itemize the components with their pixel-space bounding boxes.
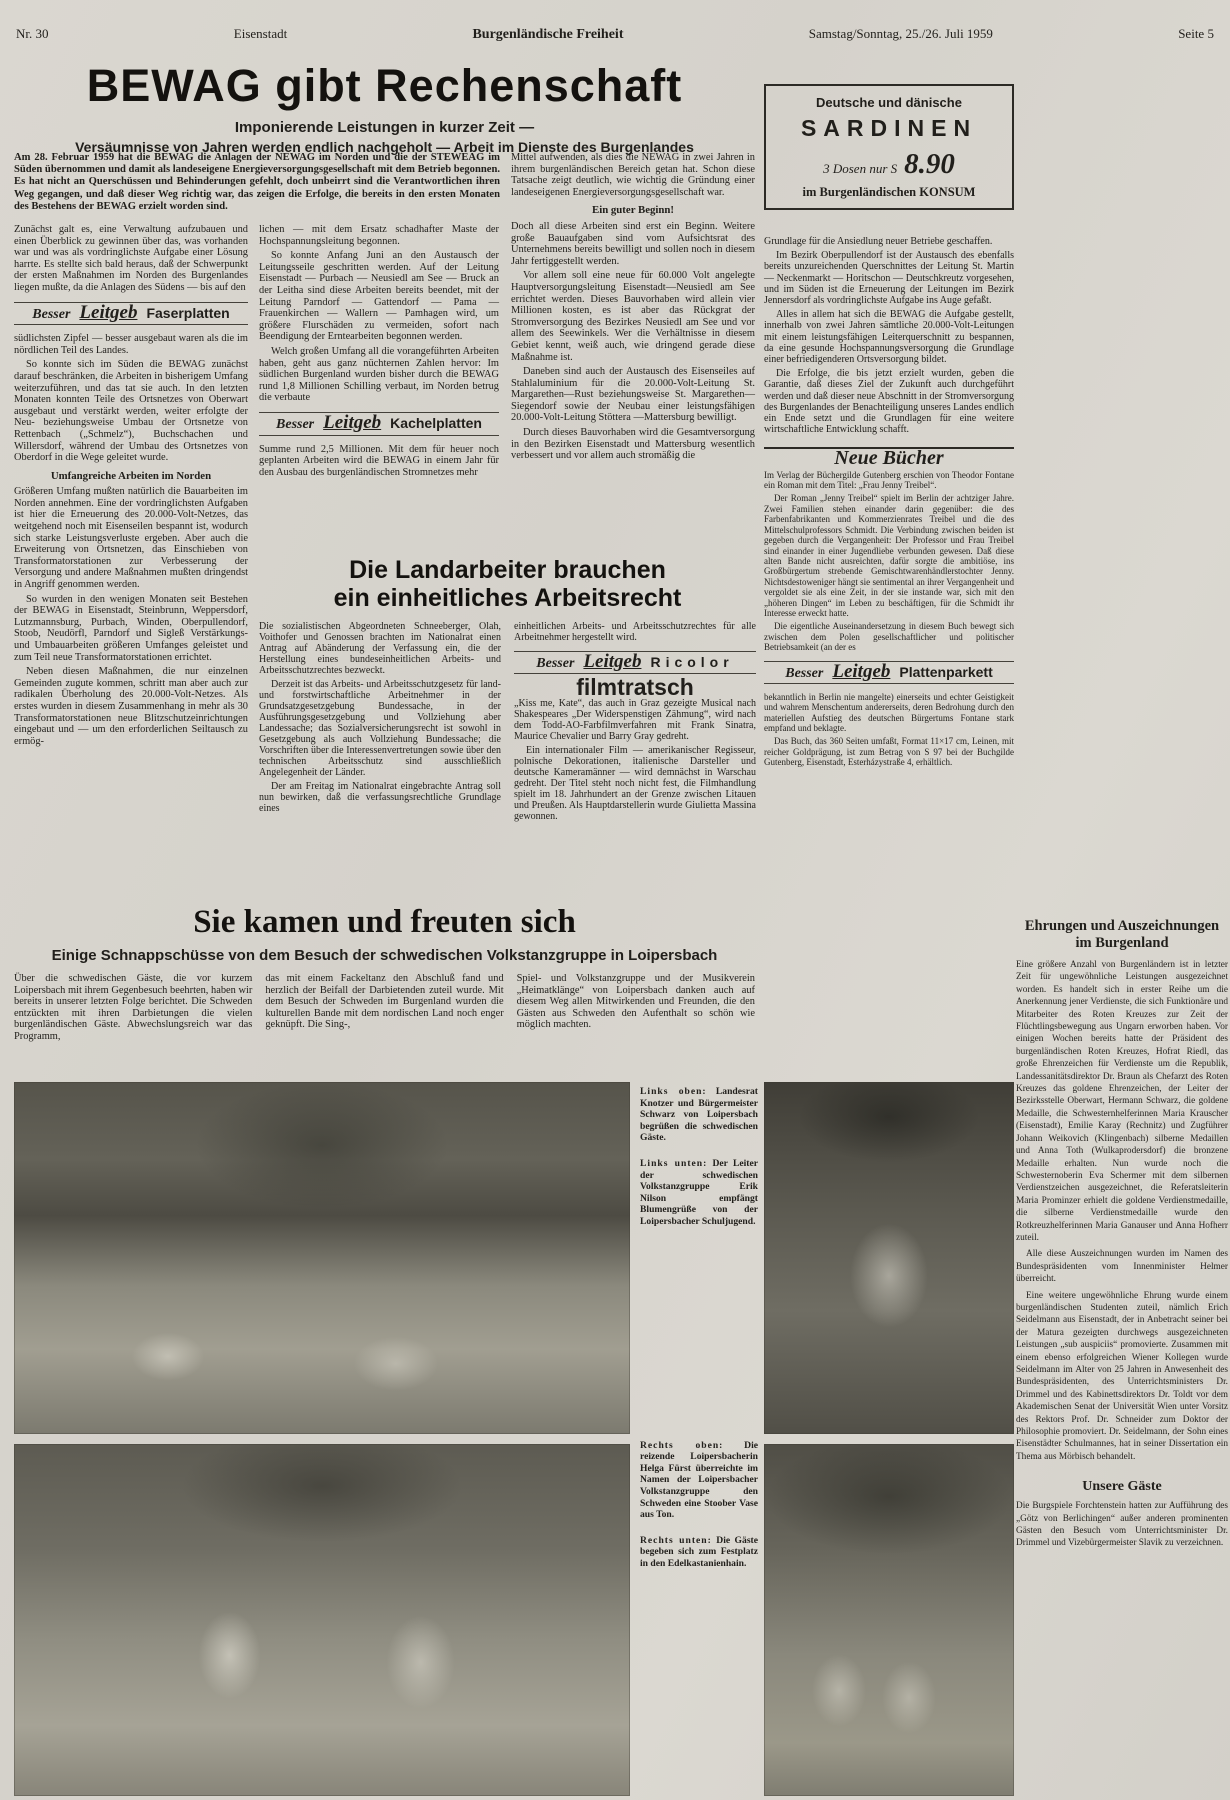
body-paragraph: So konnte sich im Süden die BEWAG zunächst darauf beschränken, die Arbeiten in bisherigem Umfang weiterzuführen, und das tat sie auch. In den letzten Monaten konnten Teile des Ortsnetzes von Oberwart ausgebaut und verstärkt werden, weiter erfolgte der Neu- beziehungsweise Umbau der Ortsnetze von Rettenbach („Schmelz“), Buchschachen und Willersdorf, während der Umbau des Ortsnetzes von Oberdorf in die Wege geleitet wurde. bbox=[14, 359, 248, 464]
ad-line: Deutsche und dänische bbox=[816, 95, 962, 110]
body-paragraph: Der am Freitag im Nationalrat eingebrachte Antrag soll nun bewirken, daß die verfassungsrechtliche Grundlage eines bbox=[259, 781, 501, 814]
leitgeb-plattenparkett-ad bbox=[764, 661, 1014, 684]
leitgeb-faserplatten-ad bbox=[14, 302, 248, 326]
ehrungen-section bbox=[1016, 918, 1228, 1554]
masthead-city: Eisenstadt bbox=[233, 26, 288, 41]
landarbeiter-column-b bbox=[514, 621, 756, 825]
caption-label: Rechts unten: bbox=[640, 1534, 712, 1546]
body-paragraph: Zunächst galt es, eine Verwaltung aufzubauen und einen Überblick zu gewinnen über das, was vorhanden war und was als vordringlichste Aufgabe einer Lösung harrte. Es stellte sich bald heraus, daß der Schwerpunkt der ersten Maßnahmen im Norden des Burgenlandes liegen mußte, da die Anlagen des Südens — bis auf den bbox=[14, 224, 248, 293]
ad-offer-row bbox=[776, 148, 1002, 181]
filmtratsch-paragraph: Ein internationaler Film — amerikanischer Regisseur, polnische Dekorationen, italienische Darsteller und deutsche Kameramänner — wird demnächst in Warschau gedreht. Der Titel steht noch nicht fest, die Filmhandlung spielt im 18. Jahrhundert an der Grenze zwischen Litauen und Preußen. Als Hauptdarstellerin wurde Giulietta Massina gewonnen. bbox=[514, 745, 756, 822]
book-review-paragraph: Im Verlag der Büchergilde Gutenberg erschien von Theodor Fontane ein Roman mit dem Titel: „Frau Jenny Treibel“. bbox=[764, 469, 1014, 491]
landarbeiter-article bbox=[259, 556, 756, 825]
paper-title: Burgenländische Freiheit bbox=[472, 27, 624, 42]
body-paragraph: Im Bezirk Oberpullendorf ist der Austausch des ebenfalls bereits unzureichenden Querschnittes der Leitung St. Martin — Neckenmarkt — Horitschon — Deutschkreutz vorgesehen, und im Süden ist die Erneuerung der Leitungen im Bezirk Jennersdorf als vordringlichste Aufgabe ins Auge gefaßt. bbox=[764, 250, 1014, 307]
neue-buecher-heading: Neue Bücher bbox=[834, 447, 944, 470]
ad-offer-text: 3 Dosen nur S bbox=[823, 161, 898, 176]
bewag-deck-2: Versäumnisse von Jahren werden endlich nachgeholt — Arbeit im Dienste des Burgenlandes bbox=[75, 139, 694, 155]
body-paragraph: Die sozialistischen Abgeordneten Schneeberger, Olah, Voithofer und Genossen brachten im Nationalrat einen Antrag auf Abänderung der Verfassung ein, die der Herstellung eines bundeseinheitlichen Arbeits- und Arbeitsschutzrechtes bezweckt. bbox=[259, 621, 501, 676]
photo-caption bbox=[640, 1535, 758, 1570]
book-review-paragraph: Das Buch, das 360 Seiten umfaßt, Format 11×17 cm, Leinen, mit reicher Goldprägung, ist zum Betrag von S 97 bei der Buchgilde Gutenberg, Eisenstadt, Esterházystraße 4, erhältlich. bbox=[764, 736, 1014, 768]
ehrungen-heading-line-1: Ehrungen und Auszeichnungen bbox=[1024, 918, 1220, 934]
ad-besser-word: Besser bbox=[32, 306, 71, 322]
bewag-column-1 bbox=[14, 224, 248, 750]
body-paragraph: Welch großen Umfang all die vorangeführten Arbeiten haben, geht aus ganz nüchternen Zahlen hervor: Im südlichen Burgenland wurden bisher durch die BEWAG rund 1,8 Millionen Schilling verbaut, im Norden betrug die verbaute bbox=[259, 345, 499, 404]
filmtratsch-paragraph: „Kiss me, Kate“, das auch in Graz gezeigte Musical nach Shakespeares „Der Widerspenstigen Zähmung“, wird nach dem Todd-AO-Farbfilmverfahren mit Frank Sinatra, Maurice Chevalier und Barry Gray gedreht. bbox=[514, 698, 756, 742]
photo-caption bbox=[640, 1440, 758, 1521]
body-paragraph: Die Erfolge, die bis jetzt erzielt wurden, geben die Garantie, daß dieses Ziel der Zukunft auch durchgeführt werden und daß dieser neue Abschnitt in der Stromversorgung des Burgenlandes der Benachteiligung unseres Landes endlich ein Ende setzt und die Grundlagen für eine weitere wirtschaftliche Entwicklung schafft. bbox=[764, 368, 1014, 436]
filmtratsch-heading: filmtratsch bbox=[576, 674, 694, 700]
ad-product-name: Ricolor bbox=[650, 654, 734, 670]
section-subhead: Umfangreiche Arbeiten im Norden bbox=[50, 469, 212, 482]
sie-kamen-headline: Sie kamen und freuten sich bbox=[193, 904, 576, 940]
ad-besser-word: Besser bbox=[785, 665, 824, 681]
caption-text: Landesrat Knotzer und Bürgermeister Schwarz von Loipersbach begrüßen die schwedischen Gäste. bbox=[640, 1086, 758, 1144]
ad-price: 8.90 bbox=[904, 148, 955, 180]
book-review-paragraph: bekanntlich in Berlin nie mangelte) einerseits und echter Geistigkeit und wahrem Menschentum andererseits, deren Bedrohung durch den materiellen Aufstieg des deutschen Bürgertums Fontane stark empfand und beklagte. bbox=[764, 691, 1014, 733]
bewag-column-3 bbox=[511, 152, 755, 465]
ad-besser-word: Besser bbox=[536, 656, 575, 671]
sie-kamen-subhead: Einige Schnappschüsse von dem Besuch der schwedischen Volkstanzgruppe in Loipersbach bbox=[51, 947, 718, 964]
leitgeb-ricolor-ad bbox=[514, 651, 756, 674]
masthead bbox=[16, 26, 1214, 43]
photo-greeting-scene bbox=[14, 1082, 630, 1434]
issue-number: Nr. 30 bbox=[16, 26, 49, 41]
sie-kamen-article bbox=[14, 904, 755, 1043]
caption-label: Links unten: bbox=[640, 1157, 708, 1169]
body-paragraph: südlichsten Zipfel — besser ausgebaut waren als die im nördlichen Teil des Landes. bbox=[14, 333, 248, 356]
bewag-column-2 bbox=[259, 224, 499, 481]
photo-caption-column bbox=[640, 1086, 758, 1583]
body-paragraph: Neben diesen Maßnahmen, die nur einzelnen Gemeinden zugute kommen, schritt man aber auch zur radikalen Überholung des 20.000-Volt-Netzes. Als erstes wurden in diesem Zusammenhang in mehr als 30 Transformatorstationen neue Blitzschutzeinrichtungen eingebaut und — um den erforderlichen Seiltausch zu ermög- bbox=[14, 666, 248, 747]
book-review-paragraph: Die eigentliche Auseinandersetzung in diesem Buch bewegt sich zwischen dem Polen gesellschaftlicher und politischer Betriebsamkeit (an der es bbox=[764, 621, 1014, 653]
sardinen-konsum-ad bbox=[764, 84, 1014, 210]
body-paragraph: Grundlage für die Ansiedlung neuer Betriebe geschaffen. bbox=[764, 236, 993, 247]
body-paragraph: So konnte Anfang Juni an den Austausch der Leitungsseile geschritten werden. Auf der Leitung Eisenstadt — Purbach — Neusiedl am See — Bruck an der Leitha sind diese Arbeiten bereits beendet, mit der Leitung Parndorf — Gattendorf — Pama — Frauenkirchen — Wallern — Pamhagen wird, um größere Flurschäden zu vermeiden, sofort nach Beendigung der Erntearbeiten begonnen werden. bbox=[259, 250, 499, 343]
landarbeiter-column-a bbox=[259, 621, 501, 825]
bewag-deck-1: Imponierende Leistungen in kurzer Zeit — bbox=[234, 119, 535, 136]
leitgeb-brand-logo: Leitgeb bbox=[79, 301, 138, 323]
sie-kamen-column-3: Spiel- und Volkstanzgruppe und der Musikverein „Heimatklänge“ von Loipersbach danken auch auf diesem Weg allen Mitwirkenden und Freunden, die den Gästen aus Schweden den Aufenthalt so schön wie möglich machten. bbox=[516, 973, 755, 1031]
photo-flower-presentation bbox=[764, 1082, 1014, 1434]
ad-besser-word: Besser bbox=[276, 416, 315, 432]
sie-kamen-column-1: Über die schwedischen Gäste, die vor kurzem Loipersbach mit ihrem Gegenbesuch beehrten, haben wir bereits in unserer letzten Folge berichtet. Die Schweden entzückten mit ihren Darbietungen die vielen burgenländischen Gäste. Abwechslungsreich war das Programm, bbox=[14, 973, 253, 1042]
leitgeb-brand-logo: Leitgeb bbox=[583, 651, 642, 672]
body-paragraph: Größeren Umfang mußten natürlich die Bauarbeiten im Norden annehmen. Eine der vordringlichsten Aufgaben ist hier die Erneuerung des 20.000-Volt-Netzes, das weitgehend noch mit Eisenseilen bespannt ist, wodurch sich starke Leistungsverluste ergeben. Aber auch die Erweiterung von Ortsnetzen, das Einschieben von Transformatorstationen zur Verbesserung der Versorgung und andere Maßnahmen mußten dringendst in Angriff genommen werden. bbox=[14, 486, 248, 591]
photo-caption bbox=[640, 1086, 758, 1144]
neue-buecher-section bbox=[764, 447, 1014, 767]
leitgeb-kachelplatten-ad bbox=[259, 412, 499, 436]
body-paragraph: Doch all diese Arbeiten sind erst ein Beginn. Weitere große Bauaufgaben sind vom Aufsichtsrat des Unternehmens bereits bewilligt und sollen noch in diesem Jahr fertiggestellt werden. bbox=[511, 220, 755, 267]
headline-line-1: Die Landarbeiter brauchen bbox=[349, 556, 666, 584]
leitgeb-brand-logo: Leitgeb bbox=[323, 411, 382, 433]
page-number: Seite 5 bbox=[1178, 26, 1214, 41]
ehrungen-paragraph: Eine größere Anzahl von Burgenländern ist in letzter Zeit für ungewöhnliche Leistungen ausgezeichnet worden. Es handelt sich in erster Reihe um die Anerkennung jener Verdienste, die sich Funktionäre und Mitarbeiter des Roten Kreuzes zur Zeit der Flüchtlingsbewegung aus Ungarn erworben haben. Vor einigen Wochen bereits hatte der Präsident des burgenländischen Roten Kreuzes, Hofrat Riedl, das große Ehrenzeichen für Verdienste um die Republik, Landessanitätsdirektor Dr. Braun als Chefarzt des Roten Kreuzes das goldene Ehrenzeichen, der Leiter der Bezirksstelle Oberwart, Hermann Schwarz, die goldene Medaille, die Schwesternhelferinnen Maria Krauscher (Eisenstadt), Emilie Karay (Rechnitz) und Zugführer Johann Weikovich (Klingenbach) silberne Medaillen und Anna Toth (Wulkaprodersdorf) die bronzene Medaille erhalten. Nun wurde noch die Schwesternoberin Eva Schermer mit dem silbernen Verdienstzeichen ausgezeichnet, die Referatsleiterin Maria Prominzer erhielt die goldene Verdienstmedaille, die silberne Verdienstmedaille wurde den Rotkreuzhelferinnen Maria Ganauser und Anna Hofherr zuteil. bbox=[1016, 960, 1228, 1243]
ad-product-name: Faserplatten bbox=[146, 304, 230, 321]
photo-walk-to-festival bbox=[764, 1444, 1014, 1796]
body-paragraph: einheitlichen Arbeits- und Arbeitsschutzrechtes für alle Arbeitnehmer hergestellt wird. bbox=[514, 621, 756, 643]
photo-folk-dance-group bbox=[14, 1444, 630, 1796]
body-paragraph: Durch dieses Bauvorhaben wird die Gesamtversorgung in den Bezirken Eisenstadt und Mattersburg wesentlich verbessert und vor allem auch stromäßig die bbox=[511, 427, 755, 462]
body-paragraph: lichen — mit dem Ersatz schadhafter Maste der Hochspannungsleitung begonnen. bbox=[259, 224, 499, 247]
caption-label: Rechts oben: bbox=[640, 1439, 724, 1451]
bewag-article-header bbox=[14, 60, 755, 155]
body-paragraph: Derzeit ist das Arbeits- und Arbeitsschutzgesetz für land- und forstwirtschaftliche Arbeitnehmer in der Grundsatzgesetzgebung Bundessache, in der Ausführungsgesetzgebung und Vollziehung aber Landessache; das Sozialversicherungsrecht ist sowohl in Gesetzgebung als auch Vollziehung Bundessache; die Vorschriften über die Interessenvertretungen sowie über den technischen Arbeitsschutz sind ausschließlich Angelegenheit der Länder. bbox=[259, 679, 501, 778]
body-paragraph: So wurden in den wenigen Monaten seit Bestehen der BEWAG in Eisenstadt, Steinbrunn, Weppersdorf, Lutzmannsburg, Purbach, Winden, Oberpullendorf, Stoob, Neudörfl, Parndorf und Sigleß Verstärkungs- und Umbauarbeiten größeren Umfanges geleistet und zum Teil neue Transformatorstationen errichtet. bbox=[14, 593, 248, 663]
ad-product-name: Kachelplatten bbox=[390, 414, 482, 431]
unsere-gaeste-heading: Unsere Gäste bbox=[1082, 1479, 1162, 1495]
photo-caption bbox=[640, 1158, 758, 1228]
masthead-date: Samstag/Sonntag, 25./26. Juli 1959 bbox=[808, 26, 993, 41]
ehrungen-paragraph: Eine weitere ungewöhnliche Ehrung wurde einem burgenländischen Studenten zuteil, nämlich Erich Seidelmann aus Eisenstadt, der in Anbetracht seiner bei der Matura gezeigten durchwegs ausgezeichneten Leistungen „sub auspiciis“ promovierte. Zusammen mit einem ebenso erfolgreichen Wiener Kollegen wurde Seidelmann im Alter von 25 Jahren in Anwesenheit des Bundespräsidenten, des Unterrichtsministers Dr. Drimmel und des Kabinettsdirektors Dr. Toldt vor dem Akademischen Senat der Universität Wien unter Vorsitz des Rektors Prof. Dr. Schneider zum Doktor der Philosophie promoviert. Dr. Seidelmann, der Sohn eines Eisenstädter Schulmannes, hat in seiner Dissertation ein Thema aus Mörbisch behandelt. bbox=[1016, 1290, 1228, 1462]
ehrungen-heading-line-2: im Burgenland bbox=[1075, 935, 1169, 951]
bewag-column-4 bbox=[764, 236, 1014, 771]
bewag-lead-paragraph: Am 28. Februar 1959 hat die BEWAG die Anlagen der NEWAG im Norden und die der STEWEAG im Süden übernommen und damit als landeseigene Energieversorgungsgesellschaft mit dem Betrieb begonnen. Es hat nicht an Querschüssen und Behinderungen gefehlt, doch unbeirrt sind die Verantwortlichen ihren Weg gegangen, und daß dieser Weg richtig war, das zeigen die Erfolge, die bereits in den ersten Monaten des Bestehens der BEWAG erzielt worden sind. bbox=[14, 152, 500, 212]
body-paragraph: Alles in allem hat sich die BEWAG die Aufgabe gestellt, innerhalb von zwei Jahren sämtliche 20.000-Volt-Leitungen mit einem leistungsfähigen Leiterquerschnitt zu bespannen, da eine gesunde Hochspannungsversorgung die Grundlage einer befriedigenderen Ortsversorgung bildet. bbox=[764, 309, 1014, 366]
landarbeiter-headline bbox=[259, 556, 756, 612]
caption-text: Die reizende Loipersbacherin Helga Fürst überreichte im Namen der Loipersbacher Volkstanzgruppe den Schweden eine Stoober Vase aus Ton. bbox=[640, 1439, 758, 1521]
caption-label: Links oben: bbox=[640, 1086, 707, 1097]
sie-kamen-column-2: das mit einem Fackeltanz den Abschluß fand und herzlich der Beifall der Darbietenden zuteil wurde. Mit dem Besuch der Schweden im Burgenland wurden die kulturellen Bande mit dem nordischen Land noch enger geknüpft. Die Sing-, bbox=[265, 973, 504, 1031]
headline-line-2: ein einheitliches Arbeitsrecht bbox=[333, 584, 682, 612]
ad-product-name: Plattenparkett bbox=[899, 663, 993, 680]
leitgeb-brand-logo: Leitgeb bbox=[832, 660, 891, 682]
body-paragraph: Mittel aufwenden, als dies die NEWAG in zwei Jahren in ihrem burgenländischen Bereich getan hat. Schon diese Tatsache zeigt deutlich, wie wichtig die Gründung einer landeseigenen Energieversorgungsgesellschaft war. bbox=[511, 152, 755, 198]
body-paragraph: Daneben sind auch der Austausch des Eisenseiles auf Stahlaluminium für die 20.000-Volt-Leitung St. Margarethen—Rust beziehungsweise St. Margarethen—Siegendorf sowie der Neubau einer leistungsfähigen 20.000-Volt-Leitung Stöttera —Mattersburg bewilligt. bbox=[511, 366, 755, 424]
section-subhead: Ein guter Beginn! bbox=[592, 204, 674, 217]
caption-text: Die Gäste begeben sich zum Festplatz in den Edelkastanienhain. bbox=[640, 1534, 759, 1569]
ad-retailer-line: im Burgenländischen KONSUM bbox=[802, 185, 976, 199]
ad-product-title: SARDINEN bbox=[800, 115, 978, 141]
body-paragraph: Summe rund 2,5 Millionen. Mit dem für heuer noch geplanten Arbeiten wird die BEWAG in einem Jahr für den Ausbau des burgenländischen Stromnetzes mehr bbox=[259, 443, 499, 478]
book-review-paragraph: Der Roman „Jenny Treibel“ spielt im Berlin der achtziger Jahre. Zwei Familien stehen einander darin gegenüber: die des Farbenfabrikanten und Kommerzienrates Treibel und die des Mittelschulprofessors Schmidt. Die Verbindung zwischen beiden ist gegeben durch die Vergangenheit: Der Professor und Frau Treibel sind einander in einer Jugendliebe verbunden gewesen. Daß diese alten Bande nicht ausreichten, dafür sorgte die ambitiöse, ins Großbürgertum strebende Gemischtwarenhändlerstochter Jenny. Nichtsdestoweniger hängt sie sentimental an ihrer Vergangenheit und vergoldet sie als eine Zeit, in der sie instande war, sich mit den „höheren Dingen“ im Leben zu beschäftigen, für die Schmidt ihr Interesse erweckt hatte. bbox=[764, 493, 1014, 618]
body-paragraph: Vor allem soll eine neue für 60.000 Volt angelegte Hauptversorgungsleitung Eisenstadt—Neusiedl am See errichtet werden. Dieses Bauvorhaben wird allein vier Millionen kosten, es ist aber das Rückgrat der Stromversorgung des Bezirkes Neusiedl am See und vor allem des Seewinkels. Wer die Verhältnisse in diesem Gebiet kennt, weiß auch, wie dringend gerade diese Maßnahme ist. bbox=[511, 270, 755, 363]
bewag-headline: BEWAG gibt Rechenschaft bbox=[86, 60, 683, 111]
unsere-gaeste-paragraph: Die Burgspiele Forchtenstein hatten zur Aufführung des „Götz von Berlichingen“ außer anderen prominenten Gästen den Besuch vom Unterrichtsminister Dr. Drimmel und Vizebürgermeister Slavik zu verzeichnen. bbox=[1016, 1501, 1228, 1549]
ehrungen-paragraph: Alle diese Auszeichnungen wurden im Namen des Bundespräsidenten vom Innenminister Helmer überreicht. bbox=[1016, 1249, 1228, 1285]
caption-text: Der Leiter der schwedischen Volkstanzgruppe Erik Nilson empfängt Blumengrüße von der Loipersbacher Schuljugend. bbox=[640, 1157, 758, 1227]
